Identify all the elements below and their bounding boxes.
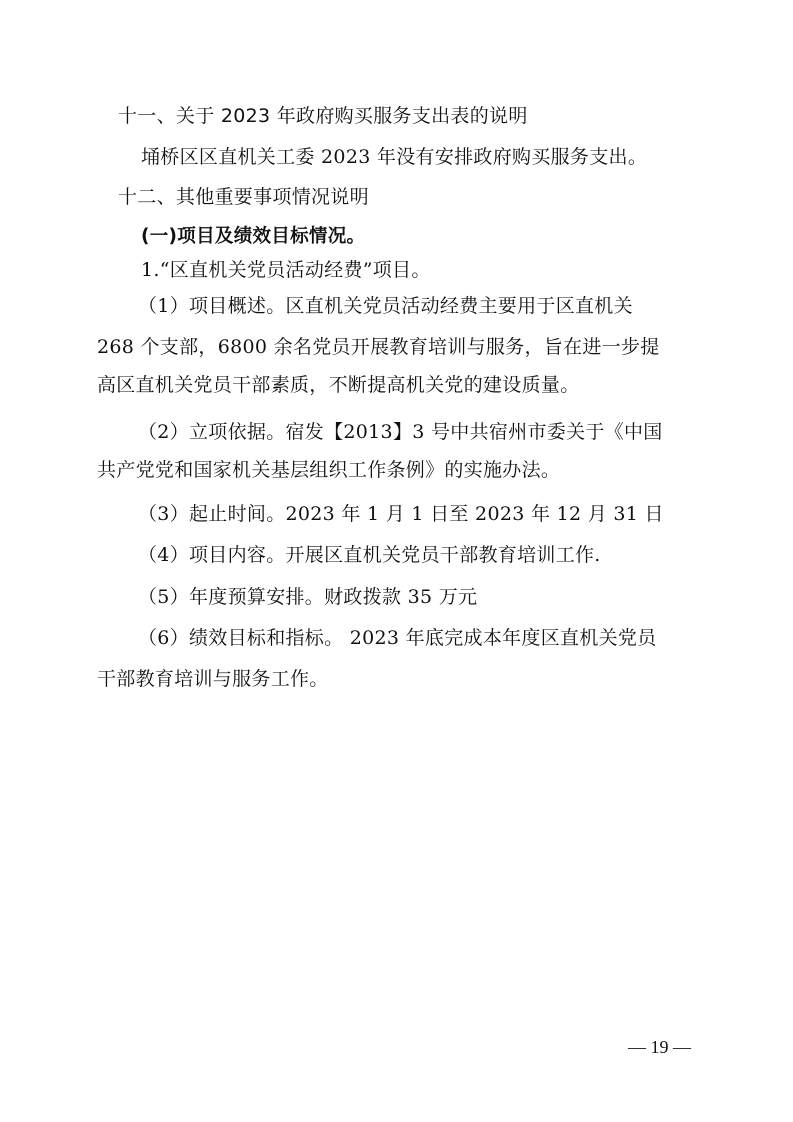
item-5-line-1: （5）年度预算安排。财政拨款 35 万元 [138,586,478,608]
item-2-line-2: 共产党党和国家机关基层组织工作条例》的实施办法。 [97,459,561,481]
item-2-line-1: （2）立项依据。宿发【2013】3 号中共宿州市委关于《中国 [138,421,663,443]
item-title-party-funds: 1.“区直机关党员活动经费”项目。 [141,259,431,281]
page-number: — 19 — [628,1037,691,1057]
paragraph-no-procurement: 埇桥区区直机关工委 2023 年没有安排政府购买服务支出。 [141,146,648,168]
item-4-line-1: （4）项目内容。开展区直机关党员干部教育培训工作. [138,544,601,566]
subheading-project-performance: (一)项目及绩效目标情况。 [141,226,366,247]
section-heading-11: 十一、关于 2023 年政府购买服务支出表的说明 [118,105,528,127]
item-6-line-2: 干部教育培训与服务工作。 [97,668,329,690]
item-6-line-1: （6）绩效目标和指标。 2023 年底完成本年度区直机关党员 [138,627,657,649]
item-1-line-3: 高区直机关党员干部素质，不断提高机关党的建设质量。 [97,374,580,396]
item-1-line-2: 268 个支部，6800 余名党员开展教育培训与服务，旨在进一步提 [97,336,660,358]
item-1-line-1: （1）项目概述。区直机关党员活动经费主要用于区直机关 [138,295,633,317]
section-heading-12: 十二、其他重要事项情况说明 [118,186,369,208]
item-3-line-1: （3）起止时间。2023 年 1 月 1 日至 2023 年 12 月 31 日 [138,503,664,525]
